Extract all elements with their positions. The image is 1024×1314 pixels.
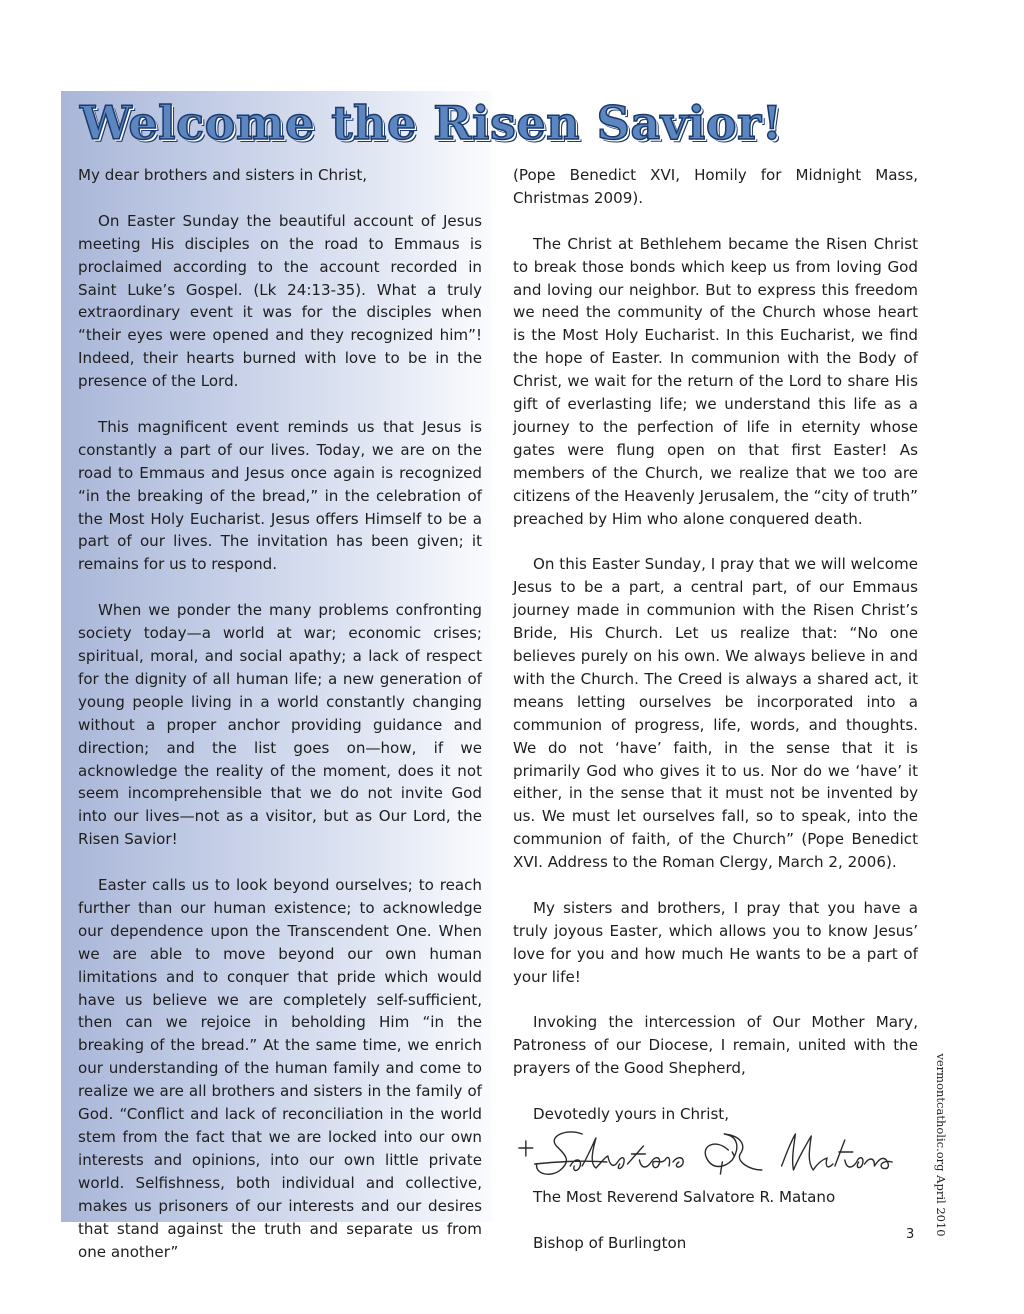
closing: Devotedly yours in Christ, [533, 1105, 730, 1124]
page-number: 3 [906, 1227, 915, 1242]
publication-info: vermontcatholic.org April 2010 [934, 1053, 948, 1237]
signature [513, 1126, 908, 1186]
paragraph: When we ponder the many problems confronting society today—a world at war; economic crises; spiritual, moral, and social apathy; a lack of respect for the dignity of all human life; a new generation of young people living in a world constantly changing without a proper anchor providing guidance and direction; and the list goes on—how, if we acknowledge the reality of the moment, does it not seem incomprehensible that we do not invite God into our lives—not as a visitor, but as Our Lord, the Risen Savior! [78, 601, 482, 849]
left-column [78, 164, 482, 1286]
right-column [513, 164, 918, 1278]
paragraph: (Pope Benedict XVI, Homily for Midnight Mass, Christmas 2009). [513, 166, 918, 207]
paragraph: On this Easter Sunday, I pray that we will welcome Jesus to be a part, a central part, of our Emmaus journey made in communion with the Risen Christ’s Bride, His Church. Let us realize that: “No one believes purely on his own. We always believe in and with the Church. The Creed is always a shared act, it means letting ourselves be incorporated into a communion of progress, life, words, and thoughts. We do not ‘have’ faith, in the sense that it is primarily God who gives it to us. Nor do we ‘have’ it either, in the sense that it must not be invented by us. We must let ourselves fall, so to speak, into the communion of faith, of the Church” (Pope Benedict XVI. Address to the Roman Clergy, March 2, 2006). [513, 555, 918, 872]
paragraph: This magnificent event reminds us that Jesus is constantly a part of our lives. Today, we are on the road to Emmaus and Jesus once again is recognized “in the breaking of the bread,” in the celebration of the Most Holy Eucharist. Jesus offers Himself to be a part of our lives. The invitation has been given; it remains for us to respond. [78, 417, 482, 574]
paragraph: My sisters and brothers, I pray that you have a truly joyous Easter, which allows you to know Jesus’ love for you and how much He wants to be a part of your life! [513, 898, 918, 986]
paragraph: Easter calls us to look beyond ourselves; to reach further than our human existence; to acknowledge our dependence upon the Transcendent One. When we are able to move beyond our own human limitations and to conquer that pride which would have us believe we are completely self-sufficient, then can we rejoice in beholding Him “in the breaking of the bread.” At the same time, we enrich our understanding of the human family and come to realize we are all brothers and sisters in the family of God. “Conflict and lack of reconciliation in the world stem from the fact that we are locked into our own interests and opinions, into our own little private world. Selfishness, both individual and collective, makes us prisoners of our interests and our desires that stand against the truth and separate us from one another” [78, 876, 482, 1261]
paragraph: The Christ at Bethlehem became the Risen Christ to break those bonds which keep us from loving God and loving our neighbor. But to express this freedom we need the community of the Church whose heart is the Most Holy Eucharist. In this Eucharist, we find the hope of Easter. In communion with the Body of Christ, we wait for the return of the Lord to share His gift of everlasting life; we understand this life as a journey to the perfection of life in eternity whose gates were flung open on that first Easter! As members of the Church, we realize that we too are citizens of the Heavenly Jerusalem, the “city of truth” preached by Him who alone conquered death. [513, 234, 918, 528]
paragraph: On Easter Sunday the beautiful account of Jesus meeting His disciples on the road to Emmaus is proclaimed according to the account recorded in Saint Luke’s Gospel. (Lk 24:13-35). What a truly extraordinary event it was for the disciples when “their eyes were opened and they recognized him”! Indeed, their hearts burned with love to be in the presence of the Lord. [78, 211, 482, 391]
page-title: Welcome the Risen Savior! [80, 96, 783, 150]
signer-name: The Most Reverend Salvatore R. Matano [533, 1187, 836, 1206]
signer-title: Bishop of Burlington [533, 1233, 687, 1252]
paragraph: Invoking the intercession of Our Mother Mary, Patroness of our Diocese, I remain, united with the prayers of the Good Shepherd, [513, 1013, 918, 1078]
salutation: My dear brothers and sisters in Christ, [78, 166, 368, 184]
publication-sidebar [926, 1053, 956, 1237]
